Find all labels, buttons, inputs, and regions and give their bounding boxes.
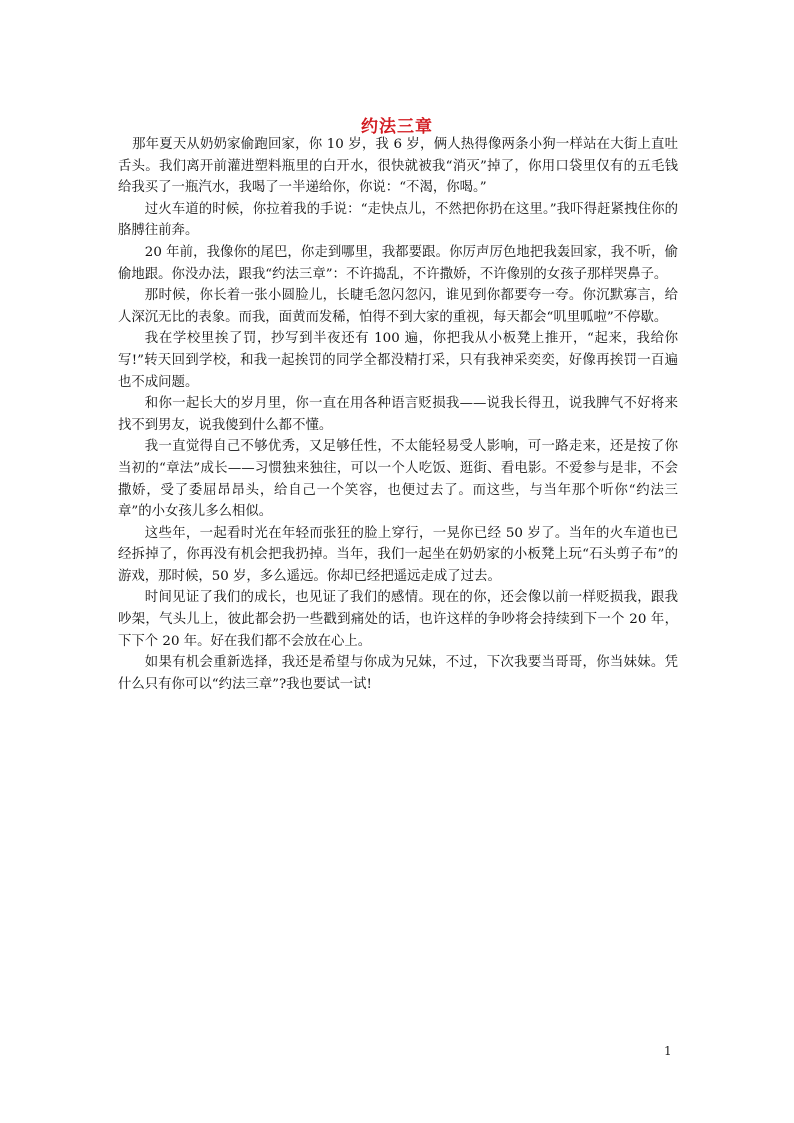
paragraph-9: 时间见证了我们的成长，也见证了我们的感情。现在的你，还会像以前一样贬损我，跟我吵架，气头儿上，彼此都会扔一些戳到痛处的话，也许这样的争吵将会持续到下一个 20 年，下下个 20 年。好在我们都不会放在心上。 [118, 590, 678, 649]
paragraph-4: 那时候，你长着一张小圆脸儿，长睫毛忽闪忽闪，谁见到你都要夸一夸。你沉默寡言，给人深沉无比的表象。而我，面黄而发稀，怕得不到大家的重视，每天都会“叽里呱啦”不停歇。 [118, 288, 678, 325]
paragraph-1: 那年夏天从奶奶家偷跑回家，你 10 岁，我 6 岁，俩人热得像两条小狗一样站在大街上直吐舌头。我们离开前灌进塑料瓶里的白开水，很快就被我“消灭”掉了，你用口袋里仅有的五毛钱给我买了一瓶汽水，我喝了一半递给你，你说：“不渴，你喝。” [118, 137, 678, 196]
paragraph-10: 如果有机会重新选择，我还是希望与你成为兄妹，不过，下次我要当哥哥，你当妹妹。凭什么只有你可以“约法三章”?我也要试一试! [118, 655, 678, 692]
paragraph-7: 我一直觉得自己不够优秀，又足够任性，不太能轻易受人影响，可一路走来，还是按了你当初的“章法”成长——习惯独来独往，可以一个人吃饭、逛街、看电影。不爱参与是非，不会撒娇，受了委屈昂昂头，给自己一个笑容，也便过去了。而这些，与当年那个听你“约法三章”的小女孩儿多么相似。 [118, 439, 678, 520]
paragraph-3: 20 年前，我像你的尾巴，你走到哪里，我都要跟。你厉声厉色地把我轰回家，我不听，偷偷地跟。你没办法，跟我“约法三章”：不许捣乱，不许撒娇，不许像别的女孩子那样哭鼻子。 [118, 244, 678, 282]
paragraph-5: 我在学校里挨了罚，抄写到半夜还有 100 遍，你把我从小板凳上推开，“起来，我给你写!”转天回到学校，和我一起挨罚的同学全都没精打采，只有我神采奕奕，好像再挨罚一百遍也不成问题。 [118, 331, 678, 390]
paragraph-8: 这些年，一起看时光在年轻而张狂的脸上穿行，一晃你已经 50 岁了。当年的火车道也已经拆掉了，你再没有机会把我扔掉。当年，我们一起坐在奶奶家的小板凳上玩“石头剪子布”的游戏，那时候，50 岁，多么遥远。你却已经把遥远走成了过去。 [118, 525, 678, 584]
article-body [118, 134, 678, 695]
paragraph-6: 和你一起长大的岁月里，你一直在用各种语言贬损我——说我长得丑，说我脾气不好将来找不到男友，说我傻到什么都不懂。 [118, 396, 678, 433]
paragraph-2: 过火车道的时候，你拉着我的手说：“走快点儿，不然把你扔在这里。”我吓得赶紧拽住你的胳膊往前奔。 [118, 201, 678, 239]
article-title: 约法三章 [361, 117, 433, 138]
page-number: 1 [664, 1044, 672, 1058]
